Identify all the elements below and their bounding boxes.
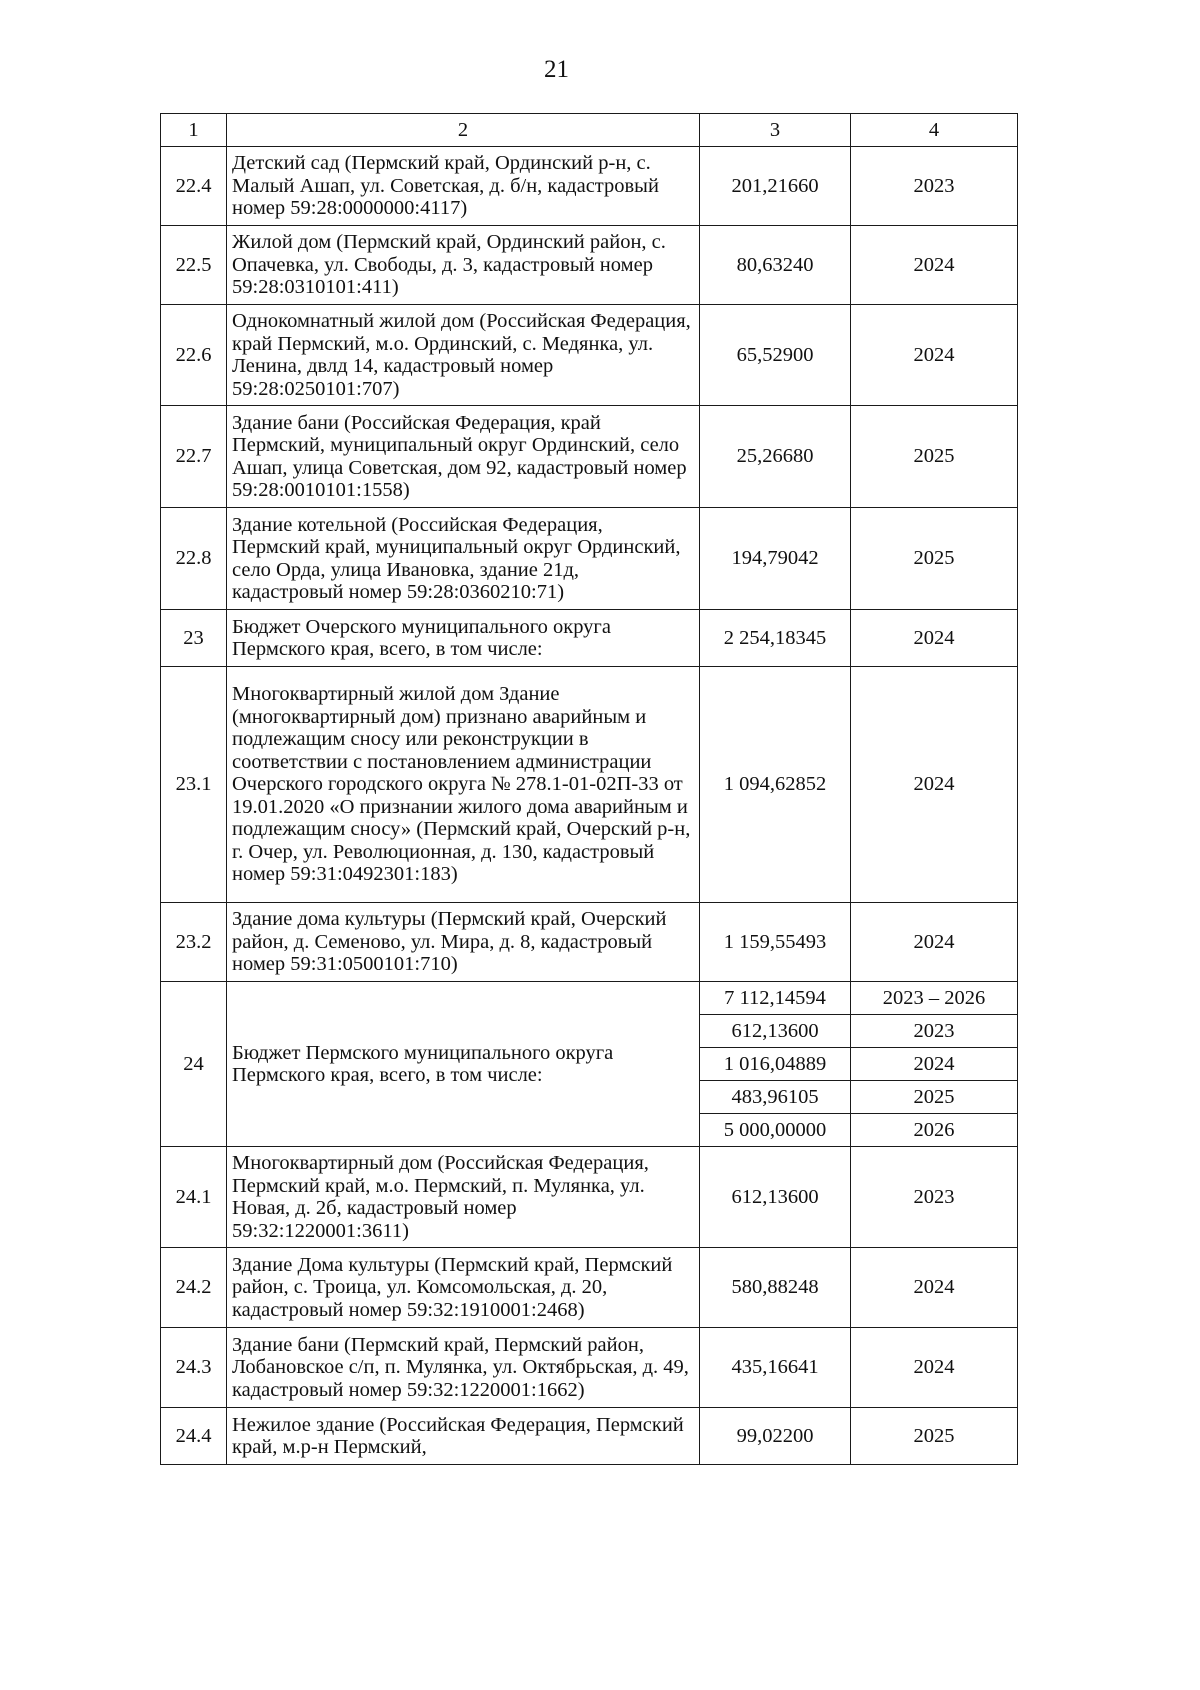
row-year: 2024 — [851, 305, 1018, 406]
group-year: 2024 — [851, 1048, 1018, 1081]
row-year: 2024 — [851, 903, 1018, 982]
row-amount: 80,63240 — [700, 226, 851, 305]
table-row — [161, 147, 1018, 226]
row-number: 23.1 — [161, 667, 227, 903]
row-description: Здание бани (Пермский край, Пермский район, Лобановское с/п, п. Мулянка, ул. Октябрьская, д. 49, кадастровый номер 59:32:1220001:1662) — [227, 1328, 700, 1408]
group-amount-total: 7 112,14594 — [700, 982, 851, 1015]
row-description: Многоквартирный жилой дом Здание (многоквартирный дом) признано аварийным и подлежащим сносу или реконструкции в соответствии с постановлением администрации Очерского городского округа № 278.1-01-02П-33 от 19.01.2020 «О признании жилого дома аварийным и подлежащим сносу» (Пермский край, Очерский р-н, г. Очер, ул. Революционная, д. 130, кадастровый номер 59:31:0492301:183) — [227, 667, 700, 903]
table-row — [161, 610, 1018, 667]
row-number: 22.5 — [161, 226, 227, 305]
row-amount: 25,26680 — [700, 406, 851, 508]
row-amount: 99,02200 — [700, 1408, 851, 1465]
row-amount: 580,88248 — [700, 1248, 851, 1328]
row-amount: 201,21660 — [700, 147, 851, 226]
group-year: 2025 — [851, 1081, 1018, 1114]
row-amount: 65,52900 — [700, 305, 851, 406]
column-header-3: 3 — [700, 114, 851, 147]
group-year: 2023 — [851, 1015, 1018, 1048]
row-description: Здание дома культуры (Пермский край, Очерский район, д. Семеново, ул. Мира, д. 8, кадастровый номер 59:31:0500101:710) — [227, 903, 700, 982]
row-year: 2023 — [851, 147, 1018, 226]
row-number: 22.6 — [161, 305, 227, 406]
row-number: 23.2 — [161, 903, 227, 982]
group-amount: 483,96105 — [700, 1081, 851, 1114]
table-row — [161, 903, 1018, 982]
row-description: Многоквартирный дом (Российская Федерация, Пермский край, м.о. Пермский, п. Мулянка, ул. Новая, д. 2б, кадастровый номер 59:32:1220001:3611) — [227, 1147, 700, 1248]
table-row — [161, 667, 1018, 903]
row-description: Жилой дом (Пермский край, Ординский район, с. Опачевка, ул. Свободы, д. 3, кадастровый номер 59:28:0310101:411) — [227, 226, 700, 305]
row-description: Здание Дома культуры (Пермский край, Пермский район, с. Троица, ул. Комсомольская, д. 20, кадастровый номер 59:32:1910001:2468) — [227, 1248, 700, 1328]
objects-table — [160, 113, 1018, 1465]
row-number: 23 — [161, 610, 227, 667]
row-amount: 1 094,62852 — [700, 667, 851, 903]
table-row — [161, 1248, 1018, 1328]
row-number: 22.4 — [161, 147, 227, 226]
row-amount: 435,16641 — [700, 1328, 851, 1408]
table-row — [161, 1408, 1018, 1465]
table-row — [161, 226, 1018, 305]
row-year: 2024 — [851, 1328, 1018, 1408]
row-year: 2023 — [851, 1147, 1018, 1248]
group-row-24 — [161, 982, 1018, 1015]
row-year: 2024 — [851, 226, 1018, 305]
group-description: Бюджет Пермского муниципального округа Пермского края, всего, в том числе: — [227, 982, 700, 1147]
column-header-4: 4 — [851, 114, 1018, 147]
row-amount: 612,13600 — [700, 1147, 851, 1248]
row-description: Здание бани (Российская Федерация, край Пермский, муниципальный округ Ординский, село Ашап, улица Советская, дом 92, кадастровый номер 59:28:0010101:1558) — [227, 406, 700, 508]
table-row — [161, 1328, 1018, 1408]
group-year: 2026 — [851, 1114, 1018, 1147]
table-row — [161, 406, 1018, 508]
row-amount: 194,79042 — [700, 508, 851, 610]
row-number: 24.4 — [161, 1408, 227, 1465]
row-description: Детский сад (Пермский край, Ординский р-н, с. Малый Ашап, ул. Советская, д. б/н, кадастровый номер 59:28:0000000:4117) — [227, 147, 700, 226]
row-description: Здание котельной (Российская Федерация, Пермский край, муниципальный округ Ординский, село Орда, улица Ивановка, здание 21д, кадастровый номер 59:28:0360210:71) — [227, 508, 700, 610]
column-header-2: 2 — [227, 114, 700, 147]
table-row — [161, 508, 1018, 610]
row-number: 22.8 — [161, 508, 227, 610]
table-header-row — [161, 114, 1018, 147]
group-number: 24 — [161, 982, 227, 1147]
group-amount: 612,13600 — [700, 1015, 851, 1048]
group-amount: 1 016,04889 — [700, 1048, 851, 1081]
row-amount: 1 159,55493 — [700, 903, 851, 982]
row-number: 22.7 — [161, 406, 227, 508]
row-year: 2024 — [851, 610, 1018, 667]
group-amount: 5 000,00000 — [700, 1114, 851, 1147]
row-year: 2024 — [851, 1248, 1018, 1328]
row-description: Однокомнатный жилой дом (Российская Федерация, край Пермский, м.о. Ординский, с. Медянка, ул. Ленина, двлд 14, кадастровый номер 59:28:0250101:707) — [227, 305, 700, 406]
row-year: 2025 — [851, 1408, 1018, 1465]
row-description: Бюджет Очерского муниципального округа Пермского края, всего, в том числе: — [227, 610, 700, 667]
row-description: Нежилое здание (Российская Федерация, Пермский край, м.р-н Пермский, — [227, 1408, 700, 1465]
table-row — [161, 1147, 1018, 1248]
row-year: 2025 — [851, 508, 1018, 610]
row-number: 24.2 — [161, 1248, 227, 1328]
row-year: 2025 — [851, 406, 1018, 508]
table-row — [161, 305, 1018, 406]
row-number: 24.1 — [161, 1147, 227, 1248]
row-amount: 2 254,18345 — [700, 610, 851, 667]
row-number: 24.3 — [161, 1328, 227, 1408]
group-year-range: 2023 – 2026 — [851, 982, 1018, 1015]
page-number: 21 — [544, 56, 569, 83]
column-header-1: 1 — [161, 114, 227, 147]
row-year: 2024 — [851, 667, 1018, 903]
